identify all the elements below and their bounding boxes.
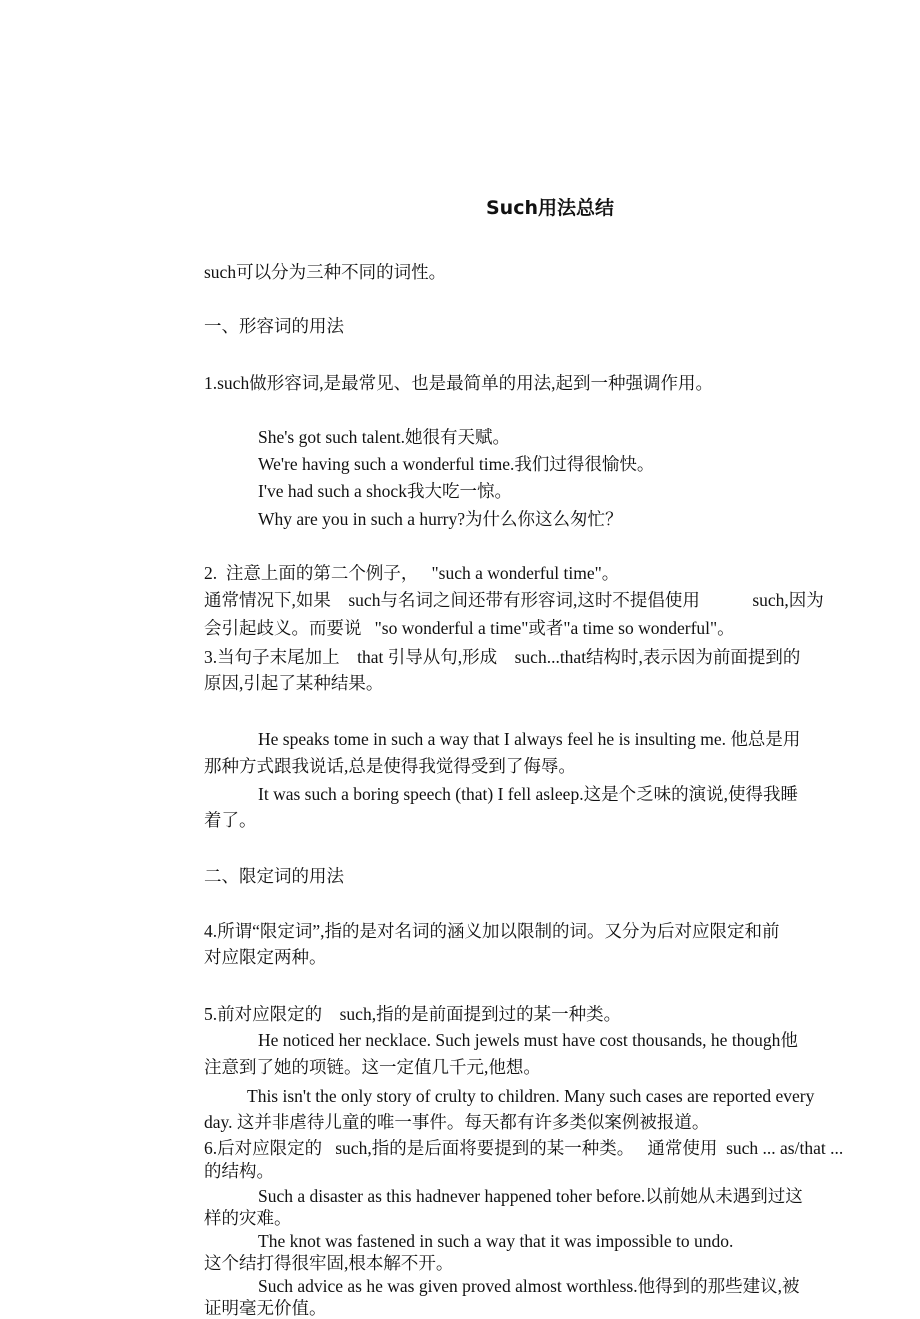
paragraph: 的结构。 — [204, 1161, 274, 1181]
example: We're having such a wonderful time.我们过得很愉快。 — [258, 454, 655, 474]
intro-text: such可以分为三种不同的词性。 — [204, 262, 447, 282]
paragraph: 6.后对应限定的 such,指的是后面将要提到的某一种类。 通常使用 such ... as/that ... — [204, 1138, 844, 1158]
example: I've had such a shock我大吃一惊。 — [258, 481, 512, 501]
example-advice-translation: 证明毫无价值。 — [204, 1298, 327, 1318]
paragraph: 通常情况下,如果 such与名词之间还带有形容词,这时不提倡使用 such,因为 — [204, 590, 824, 610]
example: 那种方式跟我说话,总是使得我觉得受到了侮辱。 — [204, 756, 576, 776]
example-knot: The knot was fastened in such a way that it was impossible to undo. — [258, 1231, 734, 1251]
example: She's got such talent.她很有天赋。 — [258, 427, 511, 447]
paragraph: 会引起歧义。而要说 "so wonderful a time"或者"a time so wonderful"。 — [204, 618, 735, 638]
section-heading: 一、形容词的用法 — [204, 316, 344, 336]
example: Such a disaster as this hadnever happened toher before.以前她从未遇到过这 — [258, 1186, 803, 1206]
section-heading: 二、限定词的用法 — [204, 866, 344, 886]
paragraph: 4.所谓“限定词”,指的是对名词的涵义加以限制的词。又分为后对应限定和前 — [204, 921, 780, 941]
example: Why are you in such a hurry?为什么你这么匆忙？ — [258, 509, 623, 529]
page-title: Such用法总结 — [486, 197, 614, 219]
example: 着了。 — [204, 810, 257, 830]
example: This isn't the only story of crulty to children. Many such cases are reported every — [247, 1086, 815, 1106]
paragraph: 1.such做形容词,是最常见、也是最简单的用法,起到一种强调作用。 — [204, 373, 713, 393]
paragraph: 对应限定两种。 — [204, 947, 327, 967]
example: It was such a boring speech (that) I fell asleep.这是个乏味的演说,使得我睡 — [258, 784, 798, 804]
example: He noticed her necklace. Such jewels must have cost thousands, he though他 — [258, 1030, 798, 1050]
example: 注意到了她的项链。这一定值几千元,他想。 — [204, 1057, 541, 1077]
example: day. 这并非虐待儿童的唯一事件。每天都有许多类似案例被报道。 — [204, 1112, 710, 1132]
paragraph: 3.当句子末尾加上 that 引导从句,形成 such...that结构时,表示因为前面提到的 — [204, 647, 801, 667]
example-advice: Such advice as he was given proved almost worthless.他得到的那些建议,被 — [258, 1276, 800, 1296]
paragraph: 原因,引起了某种结果。 — [204, 673, 384, 693]
paragraph: 2. 注意上面的第二个例子， "such a wonderful time"。 — [204, 563, 620, 583]
paragraph: 5.前对应限定的 such,指的是前面提到过的某一种类。 — [204, 1004, 622, 1024]
example: He speaks tome in such a way that I always feel he is insulting me. 他总是用 — [258, 729, 801, 749]
example: 样的灾难。 — [204, 1208, 292, 1228]
example-knot-translation: 这个结打得很牢固,根本解不开。 — [204, 1253, 454, 1273]
